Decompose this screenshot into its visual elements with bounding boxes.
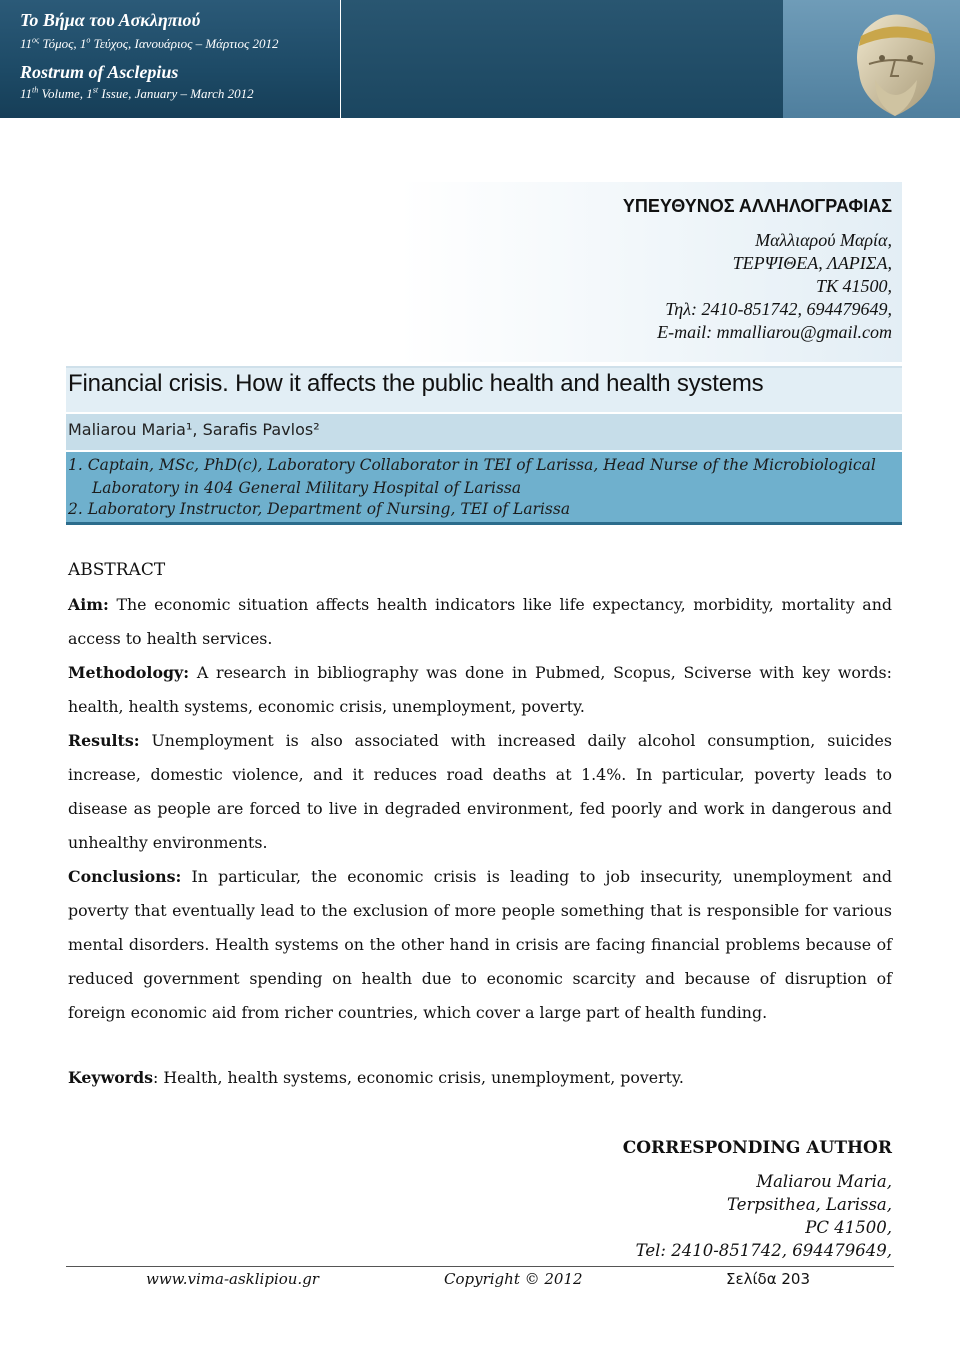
header-middle-panel [341,0,783,118]
journal-english-issue: 11th Volume, 1st Issue, January – March 2012 [20,85,254,101]
corresponding-author-line: PC 41500, [805,1218,892,1237]
correspondence-line: ΤΚ 41500, [815,276,892,296]
affiliation-2: 2. Laboratory Instructor, Department of Nursing, TEI of Larissa [68,500,571,518]
conclusions-text: In particular, the economic crisis is leading to job insecurity, unemployment and poverty that eventually lead to the exclusion of more people something that is responsible for various mental disorders. Health systems on the other hand in crisis are facing financial problems because of reduced government spending on health due to economic scarcity and because of disruption of foreign economic aid from richer countries, which cover a large part of health funding. [68,867,892,1022]
abstract-results [68,724,892,860]
correspondence-email: E-mail: mmalliarou@gmail.com [657,322,892,342]
affiliation-1-cont: Laboratory in 404 General Military Hospital of Larissa [92,479,522,497]
aim-text: The economic situation affects health indicators like life expectancy, morbidity, mortality and access to health services. [68,595,893,648]
article-title: Financial crisis. How it affects the public health and health systems [68,370,764,397]
footer-divider [66,1266,894,1267]
corresponding-author-line: Tel: 2410-851742, 694479649, [635,1241,892,1260]
methodology-label: Methodology: [68,663,190,682]
results-label: Results: [68,731,140,750]
aim-label: Aim: [68,595,109,614]
abstract-heading: ABSTRACT [68,560,166,580]
journal-english-title: Rostrum of Asclepius [20,62,179,82]
keywords-label: Keywords [68,1068,154,1087]
journal-header [0,0,960,118]
keywords [68,1068,684,1087]
journal-greek-issue: $11^{o\varsigma}$ Τόμος, $1^o$ Τεύχος, Ιανουάριος – Μάρτιος 2012 [20,35,279,51]
results-text: Unemployment is also associated with increased daily alcohol consumption, suicides increase, domestic violence, and it reduces road deaths at 1.4%. In particular, poverty leads to disease as people are forced to live in degraded environment, fed poorly and work in dangerous and unhealthy environments. [68,731,892,852]
affiliation-1: 1. Captain, MSc, PhD(c), Laboratory Collaborator in TEI of Larissa, Head Nurse of the Microbiological [68,456,876,474]
abstract-aim [68,588,892,656]
footer-website-link[interactable]: www.vima-asklipiou.gr [146,1270,319,1288]
methodology-text: A research in bibliography was done in Pubmed, Scopus, Sciverse with key words: health, health systems, economic crisis, unemployment, poverty. [68,663,892,716]
keywords-text: : Health, health systems, economic crisis, unemployment, poverty. [153,1068,684,1087]
journal-greek-title: Το Βήμα του Ασκληπιού [20,10,201,30]
corresponding-author-heading: CORRESPONDING AUTHOR [622,1138,892,1158]
correspondence-heading: ΥΠΕΥΘΥΝΟΣ ΑΛΛΗΛΟΓΡΑΦΙΑΣ [622,196,892,216]
corresponding-author-line: Terpsithea, Larissa, [726,1195,892,1214]
footer-copyright: Copyright © 2012 [444,1270,583,1288]
article-authors: Maliarou Maria¹, Sarafis Pavlos² [68,420,320,439]
corresponding-author-line: Maliarou Maria, [756,1172,892,1191]
correspondence-line: Τηλ: 2410-851742, 694479649, [665,299,892,319]
footer-page-number: Σελίδα 203 [726,1270,811,1288]
abstract-methodology [68,656,892,724]
abstract-conclusions [68,860,892,1030]
correspondence-line: Μαλλιαρού Μαρία, [755,230,892,250]
correspondence-line: ΤΕΡΨΙΘΕΑ, ΛΑΡΙΣΑ, [732,253,892,273]
asclepius-bust-image [835,0,955,118]
conclusions-label: Conclusions: [68,867,182,886]
